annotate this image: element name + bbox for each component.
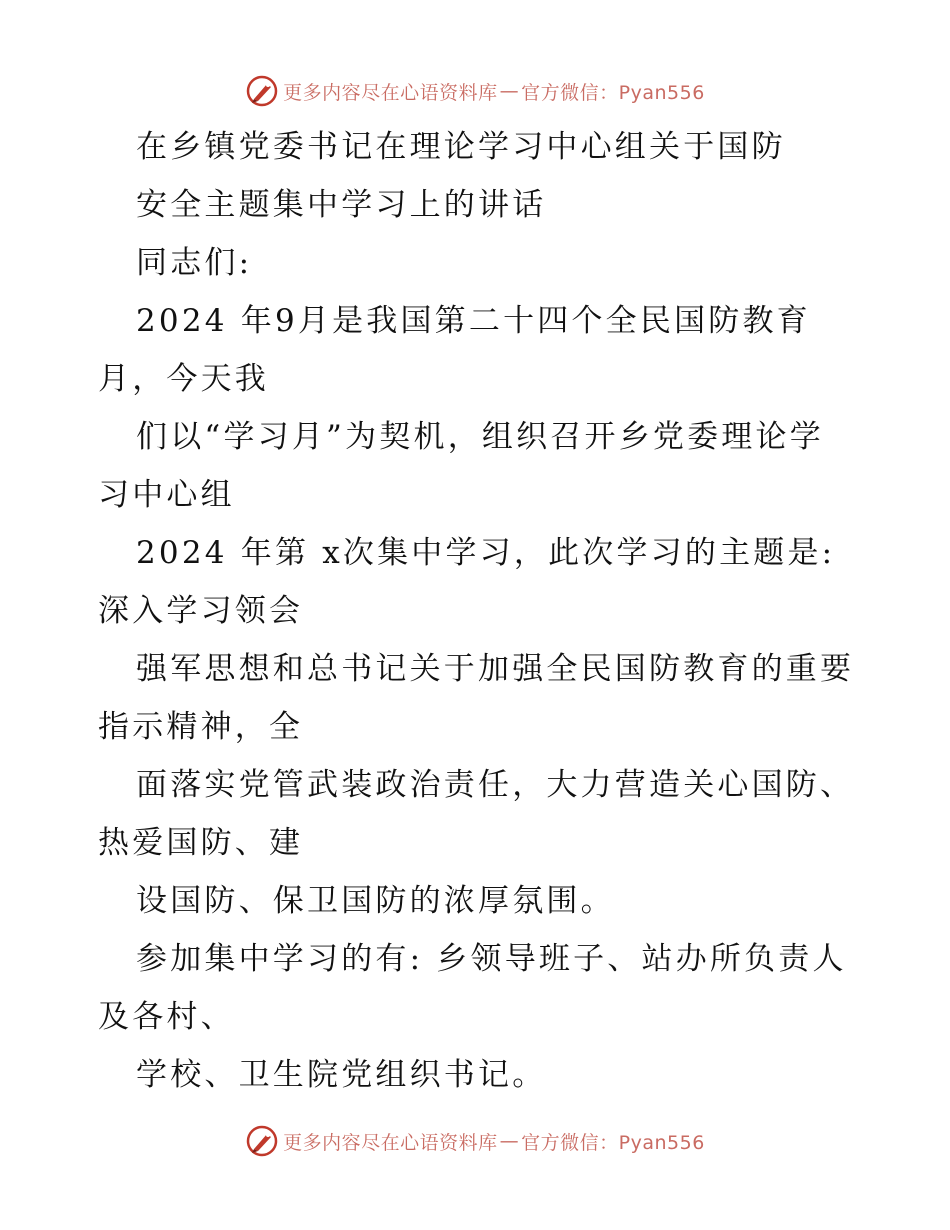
watermark-separator: — — [499, 1130, 520, 1152]
paragraph-line: 深入学习领会 — [98, 593, 304, 629]
paragraph-line: 月，今天我 — [98, 361, 269, 397]
title-line-2: 安全主题集中学习上的讲话 — [136, 187, 547, 223]
paragraph-line: 2024 年第 x次集中学习，此次学习的主题是: — [136, 535, 836, 571]
paragraph-line: 2024 年9月是我国第二十四个全民国防教育 — [136, 303, 811, 339]
paragraph-line: 指示精神，全 — [98, 709, 304, 745]
paragraph-line: 面落实党管武装政治责任，大力营造关心国防、 — [136, 767, 855, 803]
paragraph-line: 及各村、 — [98, 999, 235, 1035]
document-body — [98, 118, 858, 1104]
title-line-1: 在乡镇党委书记在理论学习中心组关于国防 — [136, 129, 786, 165]
watermark-brand-text: 更多内容尽在心语资料库 — [283, 1131, 498, 1154]
watermark-contact-text: 官方微信：Pyan556 — [521, 81, 705, 104]
header-watermark — [0, 74, 950, 108]
watermark-brand-text: 更多内容尽在心语资料库 — [283, 81, 498, 104]
paragraph-line: 参加集中学习的有: 乡领导班子、站办所负责人 — [136, 941, 847, 977]
pen-logo-icon — [245, 1124, 279, 1158]
salutation: 同志们: — [136, 245, 253, 281]
paragraph-line: 强军思想和总书记关于加强全民国防教育的重要 — [136, 651, 855, 687]
pen-logo-icon — [245, 74, 279, 108]
paragraph-line: 学校、卫生院党组织书记。 — [136, 1057, 547, 1093]
paragraph-line: 设国防、保卫国防的浓厚氛围。 — [136, 883, 615, 919]
paragraph-line: 热爱国防、建 — [98, 825, 304, 861]
paragraph-line: 们以“学习月”为契机，组织召开乡党委理论学 — [136, 419, 824, 455]
paragraph-line: 习中心组 — [98, 477, 235, 513]
watermark-contact-text: 官方微信：Pyan556 — [521, 1131, 705, 1154]
footer-watermark — [0, 1124, 950, 1158]
watermark-separator: — — [499, 80, 520, 102]
